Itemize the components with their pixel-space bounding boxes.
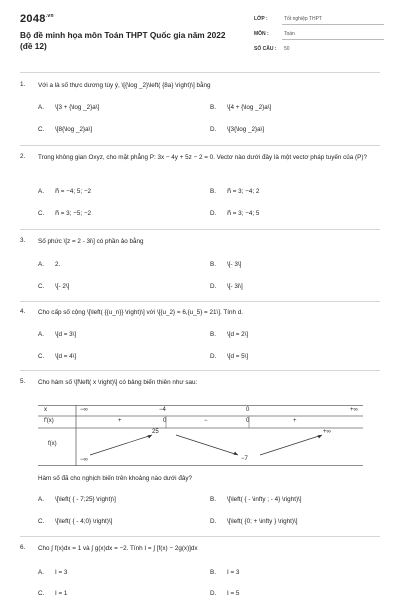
option-text: \[d = 5\]	[227, 353, 249, 360]
divider	[20, 370, 380, 371]
option-text: n⃗ = 3; −5; −2	[55, 210, 92, 217]
x-value: −∞	[80, 407, 88, 413]
option-letter: D.	[210, 590, 217, 597]
option-text: \[8{\log _2}a\]	[55, 126, 93, 133]
option-letter: B.	[210, 569, 216, 576]
meta-subject-label: MÔN :	[254, 31, 269, 37]
derivative-sign: +	[118, 418, 122, 424]
option-letter: A.	[38, 569, 44, 576]
derivative-row-label: f′(x)	[44, 418, 54, 424]
divider	[20, 72, 380, 73]
x-value: 0	[246, 407, 250, 413]
page-header	[0, 0, 400, 62]
option-letter: D.	[210, 353, 217, 360]
option-text: \[- 2\]	[55, 283, 70, 290]
option-letter: C.	[38, 283, 45, 290]
derivative-sign: 0	[246, 418, 250, 424]
option-letter: C.	[38, 353, 45, 360]
option-text: \[3 + {\log _2}a\]	[55, 104, 100, 111]
option-letter: D.	[210, 210, 217, 217]
divider	[20, 301, 380, 302]
meta-divider	[282, 39, 384, 40]
function-row-label: f(x)	[48, 441, 57, 447]
option-letter: B.	[210, 261, 216, 268]
question-text: Với a là số thực dương tùy ý, \[{\log _2}\left( {8a} \right)\] bằng	[38, 82, 211, 89]
option-text: \[\left( { - 4;0} \right)\]	[55, 518, 113, 525]
meta-class-value: Tốt nghiệp THPT	[284, 16, 322, 22]
question-number: 5.	[20, 378, 26, 385]
x-value: −4	[159, 407, 166, 413]
question-text: Cho cấp số cộng \[\left( {{u_n}} \right)\] với \[{u_2} = 6,{u_5} = 21\]. Tính d.	[38, 309, 243, 316]
question-text: Trong không gian Oxyz, cho mặt phẳng P: 3x − 4y + 5z − 2 = 0. Vectơ nào dưới đây là một vectơ pháp tuyến của (P)?	[38, 154, 367, 161]
f-value: +∞	[323, 429, 331, 435]
option-text: \[3{\log _2}a\]	[227, 126, 265, 133]
option-text: n⃗ = 3; −4; 5	[227, 210, 260, 217]
question-text: Hàm số đã cho nghịch biến trên khoảng nào dưới đây?	[38, 475, 192, 482]
option-letter: B.	[210, 496, 216, 503]
question-number: 3.	[20, 237, 26, 244]
option-letter: C.	[38, 590, 45, 597]
option-text: \[- 3\]	[227, 261, 242, 268]
variation-table	[38, 405, 363, 466]
option-letter: A.	[38, 104, 44, 111]
question-text: Số phức \[z = 2 - 3i\] có phần ảo bằng	[38, 238, 144, 245]
divider	[20, 536, 380, 537]
option-letter: B.	[210, 104, 216, 111]
derivative-sign: −	[204, 418, 208, 424]
meta-count-value: 50	[284, 46, 290, 52]
option-text: \[4 + {\log _2}a\]	[227, 104, 272, 111]
meta-subject-value: Toán	[284, 31, 295, 37]
option-text: \[\left( { - 7;25} \right)\]	[55, 496, 116, 503]
meta-count-label: SỐ CÂU :	[254, 46, 277, 52]
option-text: \[\left( {0; + \infty } \right)\]	[227, 518, 298, 525]
option-letter: D.	[210, 126, 217, 133]
option-text: \[- 3i\]	[227, 283, 243, 290]
option-text: \[\left( { - \infty ; - 4} \right)\]	[227, 496, 302, 503]
option-text: I = 3	[55, 569, 68, 576]
option-letter: C.	[38, 126, 45, 133]
logo-suffix: .vn	[45, 13, 54, 19]
option-text: I = 3	[227, 569, 240, 576]
option-letter: A.	[38, 261, 44, 268]
divider	[20, 145, 380, 146]
derivative-sign: 0	[163, 418, 167, 424]
divider	[20, 229, 380, 230]
f-value: 25	[152, 429, 159, 435]
option-letter: C.	[38, 210, 45, 217]
option-text: n⃗ = −4; 5; −2	[55, 188, 92, 195]
question-text: Cho ∫ f(x)dx = 1 và ∫ g(x)dx = −2. Tính I = ∫ [f(x) − 2g(x)]dx	[38, 545, 198, 552]
question-number: 6.	[20, 544, 26, 551]
exam-title: Bộ đề minh họa môn Toán THPT Quốc gia năm 2022 (đề 12)	[20, 30, 226, 51]
question-number: 4.	[20, 308, 26, 315]
option-text: n⃗ = 3; −4; 2	[227, 188, 260, 195]
option-letter: A.	[38, 331, 44, 338]
f-value: −7	[241, 456, 248, 462]
derivative-sign: +	[293, 418, 297, 424]
option-text: 2.	[55, 261, 61, 268]
question-number: 2.	[20, 153, 26, 160]
option-letter: D.	[210, 518, 217, 525]
option-letter: C.	[38, 518, 45, 525]
option-letter: B.	[210, 188, 216, 195]
x-value: +∞	[350, 407, 358, 413]
logo-main: 2048	[20, 13, 46, 25]
option-letter: B.	[210, 331, 216, 338]
option-text: \[d = 4\]	[55, 353, 77, 360]
site-logo[interactable]	[20, 13, 54, 25]
meta-class-label: LỚP :	[254, 16, 268, 22]
f-value: −∞	[80, 457, 88, 463]
option-text: \[d = 2\]	[227, 331, 249, 338]
option-letter: A.	[38, 496, 44, 503]
option-letter: A.	[38, 188, 44, 195]
question-number: 1.	[20, 81, 26, 88]
option-letter: D.	[210, 283, 217, 290]
option-text: \[d = 3\]	[55, 331, 77, 338]
option-text: I = 5	[227, 590, 240, 597]
question-text: Cho hàm số \[f\left( x \right)\] có bảng biến thiên như sau:	[38, 379, 198, 386]
option-text: I = 1	[55, 590, 68, 597]
meta-divider	[282, 24, 384, 25]
x-row-label: x	[44, 407, 47, 413]
